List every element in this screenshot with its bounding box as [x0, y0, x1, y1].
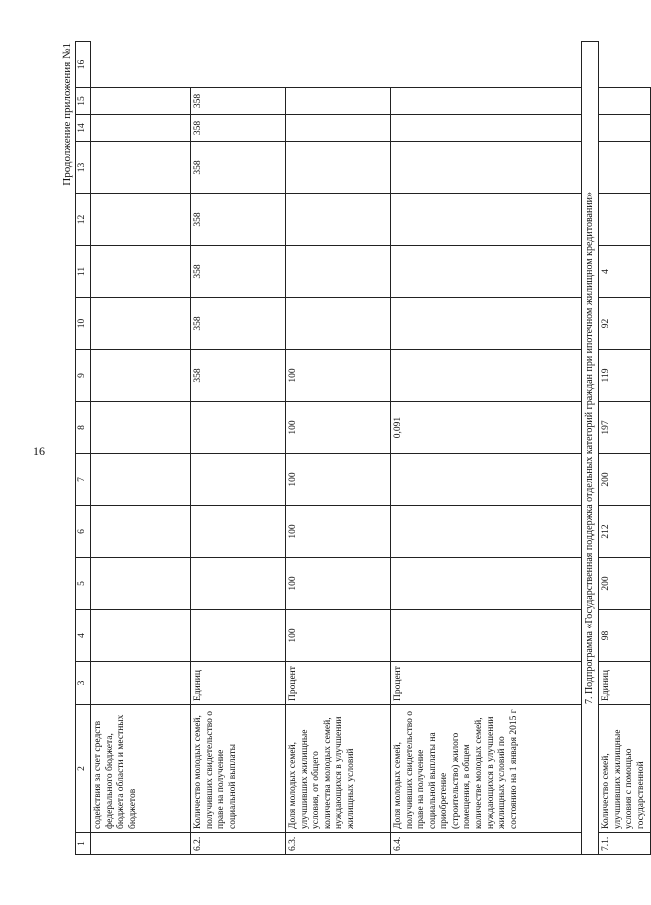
value-cell	[191, 454, 286, 506]
value-cell	[391, 298, 582, 350]
value-cell: 100	[286, 454, 391, 506]
value-cell	[91, 506, 191, 558]
value-cell	[599, 194, 650, 246]
column-number: 2	[76, 705, 91, 833]
indicators-table	[75, 41, 651, 855]
value-cell: 212	[599, 506, 650, 558]
unit: Единиц	[599, 662, 650, 705]
column-number: 3	[76, 662, 91, 705]
continuation-label: Продолжение приложения №1	[61, 43, 73, 186]
value-cell	[91, 558, 191, 610]
column-number: 8	[76, 402, 91, 454]
column-number: 9	[76, 350, 91, 402]
value-cell	[91, 350, 191, 402]
column-number: 10	[76, 298, 91, 350]
value-cell	[91, 194, 191, 246]
value-cell: 100	[286, 350, 391, 402]
page-number: 16	[33, 444, 45, 458]
unit: Процент	[391, 662, 582, 705]
value-cell	[191, 558, 286, 610]
value-cell	[391, 610, 582, 662]
value-cell: 358	[191, 194, 286, 246]
value-cell: 100	[286, 402, 391, 454]
indicator-name: Доля молодых семей, улучшивших жилищные условия, от общего количества молодых семей, нуждающихся в улучшении жилищных условий	[286, 705, 391, 833]
value-cell	[391, 454, 582, 506]
value-cell	[286, 246, 391, 298]
row-number	[91, 833, 191, 855]
column-number: 12	[76, 194, 91, 246]
indicator-name: Доля молодых семей, получивших свидетельство о праве на получение социальной выплаты на приобретение (строительство) жилого помещения, в общем количестве молодых семей, нуждающихся в улучшении жилищных условий по состоянию на 1 января 2015 г	[391, 705, 582, 833]
value-cell	[91, 298, 191, 350]
table-row	[286, 42, 391, 855]
value-cell	[599, 88, 650, 115]
unit: Единиц	[191, 662, 286, 705]
value-cell: 358	[191, 298, 286, 350]
rotated-content	[51, 43, 646, 855]
value-cell	[286, 194, 391, 246]
value-cell: 100	[286, 610, 391, 662]
column-number: 5	[76, 558, 91, 610]
section-row	[582, 42, 599, 855]
value-cell	[286, 142, 391, 194]
value-cell	[286, 88, 391, 115]
value-cell: 98	[599, 610, 650, 662]
value-cell	[391, 350, 582, 402]
column-number: 7	[76, 454, 91, 506]
value-cell	[91, 402, 191, 454]
column-number: 1	[76, 833, 91, 855]
row-number: 7.1.	[599, 833, 650, 855]
unit	[91, 662, 191, 705]
value-cell	[391, 194, 582, 246]
value-cell: 358	[191, 350, 286, 402]
value-cell	[391, 506, 582, 558]
value-cell: 197	[599, 402, 650, 454]
value-cell	[599, 115, 650, 142]
table-row	[599, 42, 650, 855]
table-row	[191, 42, 286, 855]
value-cell: 92	[599, 298, 650, 350]
value-cell	[191, 402, 286, 454]
row-number: 6.2.	[191, 833, 286, 855]
value-cell	[286, 298, 391, 350]
value-cell	[91, 610, 191, 662]
column-number: 15	[76, 88, 91, 115]
table-row	[391, 42, 582, 855]
value-cell: 100	[286, 506, 391, 558]
column-number: 11	[76, 246, 91, 298]
value-cell	[391, 558, 582, 610]
value-cell: 358	[191, 246, 286, 298]
value-cell	[391, 88, 582, 115]
value-cell	[91, 115, 191, 142]
value-cell: 0,091	[391, 402, 582, 454]
header-row	[76, 42, 91, 855]
value-cell	[91, 246, 191, 298]
value-cell: 4	[599, 246, 650, 298]
column-number: 6	[76, 506, 91, 558]
column-number: 14	[76, 115, 91, 142]
value-cell	[391, 115, 582, 142]
indicator-name: содействия за счет средств федерального бюджета, бюджета области и местных бюджетов	[91, 705, 191, 833]
value-cell	[391, 142, 582, 194]
value-cell: 100	[286, 558, 391, 610]
value-cell: 358	[191, 142, 286, 194]
row-number: 6.4.	[391, 833, 582, 855]
column-number: 13	[76, 142, 91, 194]
value-cell	[91, 454, 191, 506]
value-cell: 358	[191, 88, 286, 115]
value-cell	[391, 246, 582, 298]
column-number: 16	[76, 42, 91, 88]
value-cell: 358	[191, 115, 286, 142]
value-cell	[191, 506, 286, 558]
value-cell: 200	[599, 558, 650, 610]
value-cell	[599, 142, 650, 194]
value-cell: 200	[599, 454, 650, 506]
row-number: 6.3.	[286, 833, 391, 855]
value-cell	[191, 610, 286, 662]
indicator-name: Количество семей, улучшивших жилищные условия с помощью государственной	[599, 705, 650, 833]
value-cell: 119	[599, 350, 650, 402]
unit: Процент	[286, 662, 391, 705]
table-row	[91, 42, 191, 855]
value-cell	[286, 115, 391, 142]
section-title: 7. Подпрограмма «Государственная поддержка отдельных категорий граждан при ипотечном жилищном кредитовании»	[582, 42, 599, 855]
column-number: 4	[76, 610, 91, 662]
indicator-name: Количество молодых семей, получивших свидетельство о праве на получение социальной выплаты	[191, 705, 286, 833]
value-cell	[91, 142, 191, 194]
value-cell	[91, 88, 191, 115]
